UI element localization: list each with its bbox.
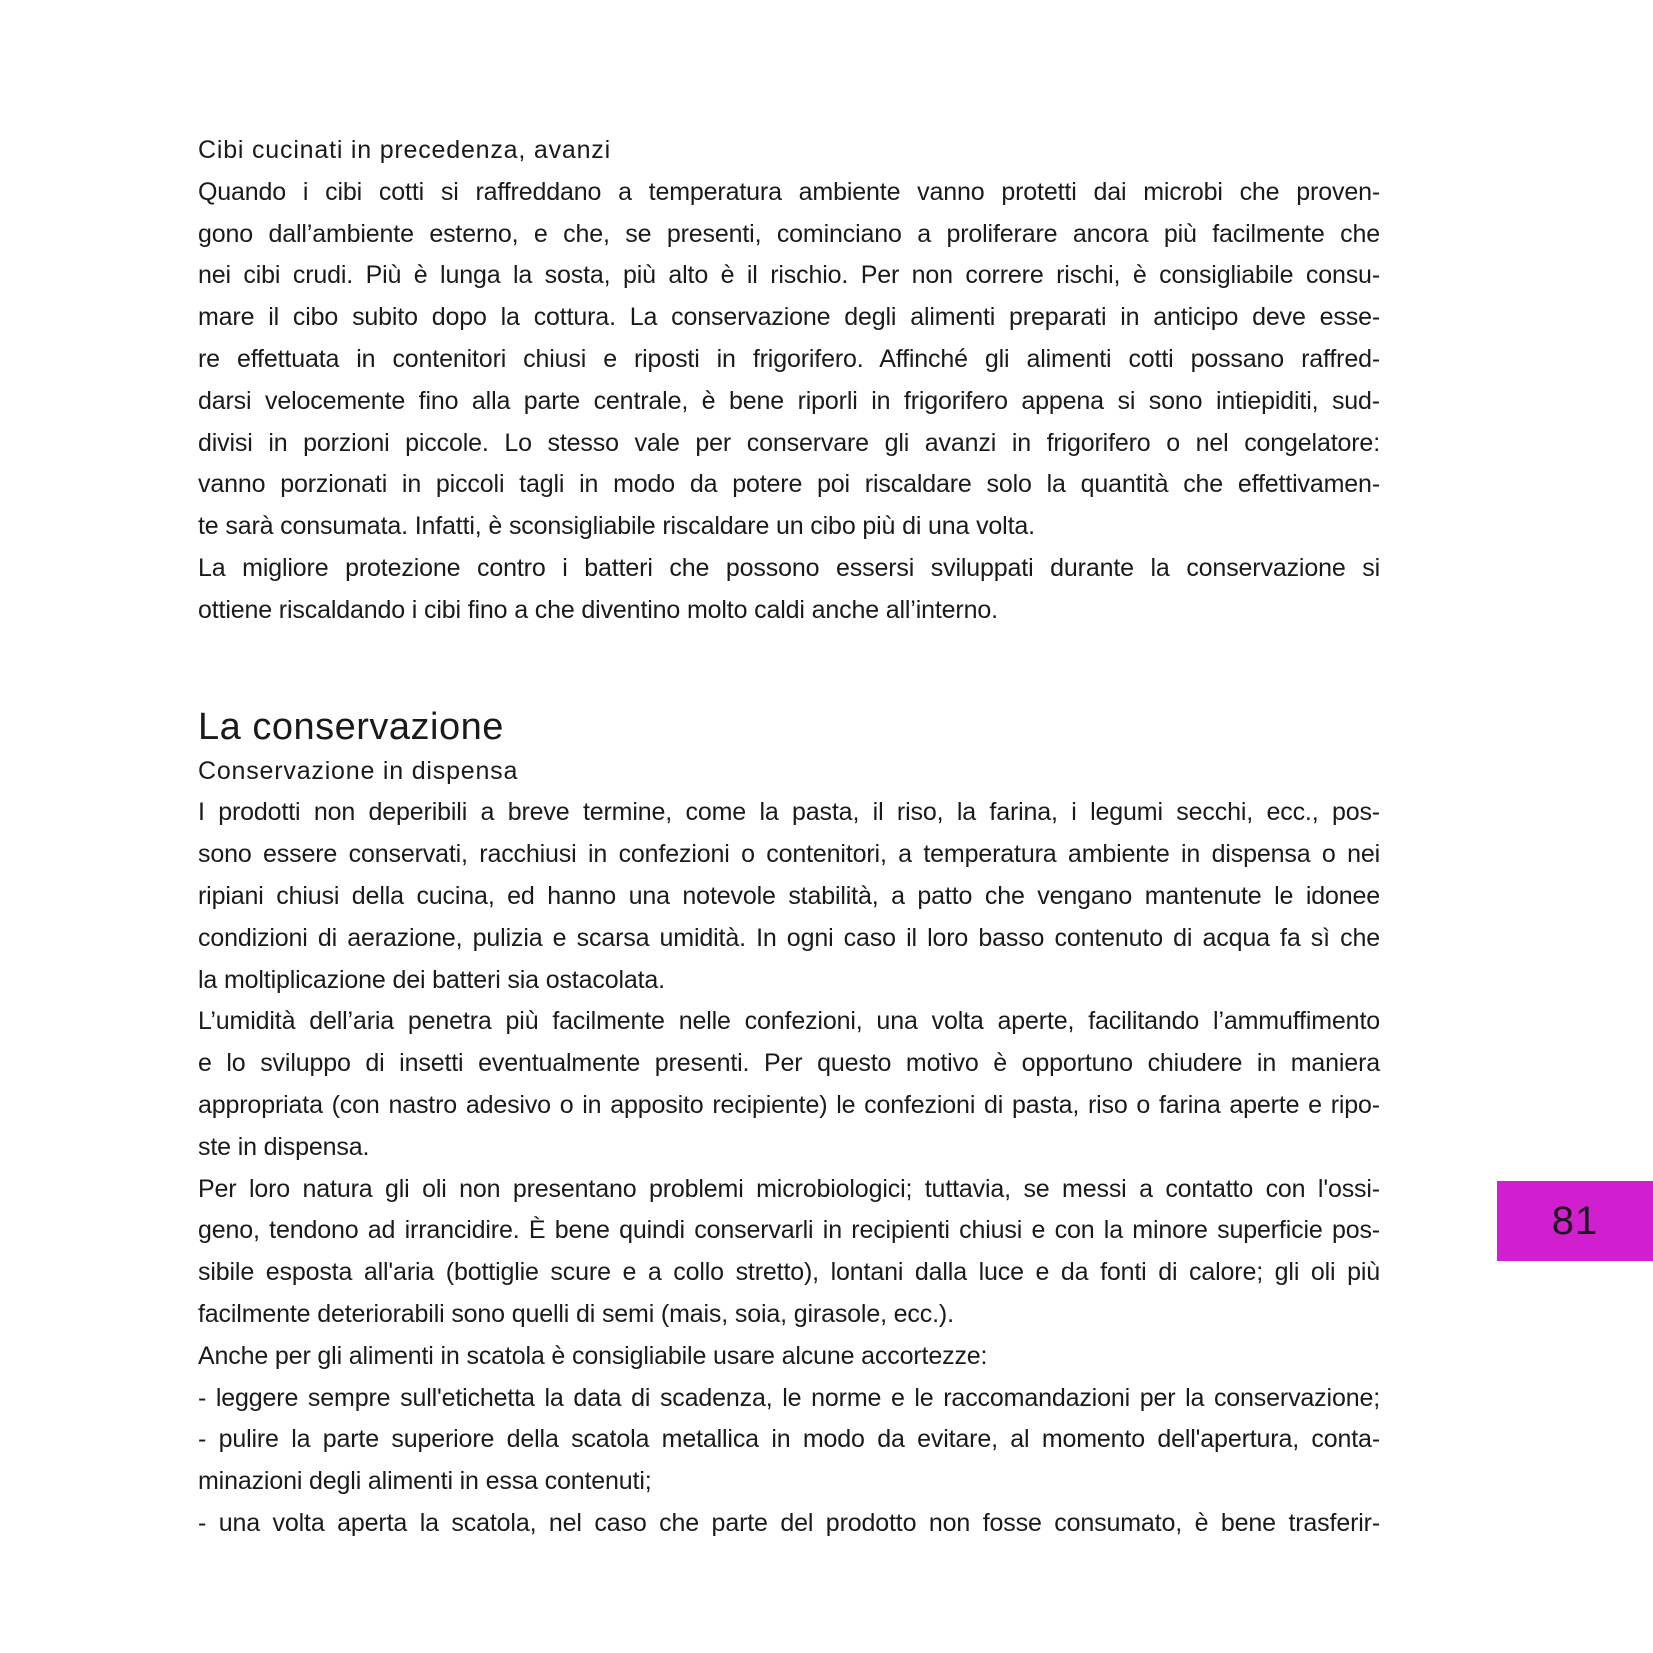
text-line: - leggere sempre sull'etichetta la data di scadenza, le norme e le raccomandazioni per la conservazione; xyxy=(198,1383,1380,1412)
text-line: te sarà consumata. Infatti, è sconsigliabile riscaldare un cibo più di una volta. xyxy=(198,512,1035,541)
text-line: - pulire la parte superiore della scatola metallica in modo da evitare, al momento dell'apertura, conta- xyxy=(198,1425,1380,1454)
text-line: Per loro natura gli oli non presentano problemi microbiologici; tuttavia, se messi a contatto con l'ossi- xyxy=(198,1174,1380,1203)
section-heading-conservazione: La conservazione xyxy=(198,705,504,748)
text-line: ste in dispensa. xyxy=(198,1132,370,1161)
text-line: ottiene riscaldando i cibi fino a che diventino molto caldi anche all’interno. xyxy=(198,595,998,624)
paragraph-avanzi xyxy=(198,172,1380,632)
text-line: vanno porzionati in piccoli tagli in modo da potere poi riscaldare solo la quantità che effettivamen- xyxy=(198,470,1380,499)
text-line: sibile esposta all'aria (bottiglie scure e a collo stretto), lontani dalla luce e da fonti di calore; gli oli più xyxy=(198,1258,1380,1287)
page-number: 81 xyxy=(1551,1199,1599,1243)
text-line: la moltiplicazione dei batteri sia ostacolata. xyxy=(198,965,665,994)
text-line: Quando i cibi cotti si raffreddano a temperatura ambiente vanno protetti dai microbi che proven- xyxy=(198,177,1380,206)
text-line: gono dall’ambiente esterno, e che, se presenti, cominciano a proliferare ancora più facilmente che xyxy=(198,219,1380,248)
text-line: re effettuata in contenitori chiusi e riposti in frigorifero. Affinché gli alimenti cotti possano raffred- xyxy=(198,344,1380,373)
text-line: facilmente deteriorabili sono quelli di semi (mais, soia, girasole, ecc.). xyxy=(198,1299,954,1328)
text-line: condizioni di aerazione, pulizia e scarsa umidità. In ogni caso il loro basso contenuto di acqua fa sì che xyxy=(198,923,1380,952)
text-line: sono essere conservati, racchiusi in confezioni o contenitori, a temperatura ambiente in dispensa o nei xyxy=(198,840,1380,869)
text-line: La migliore protezione contro i batteri che possono essersi sviluppati durante la conservazione si xyxy=(198,553,1380,582)
text-line: e lo sviluppo di insetti eventualmente presenti. Per questo motivo è opportuno chiudere in maniera xyxy=(198,1049,1380,1078)
text-line: Anche per gli alimenti in scatola è consigliabile usare alcune accortezze: xyxy=(198,1341,988,1370)
subheading-dispensa: Conservazione in dispensa xyxy=(198,756,519,785)
text-line: nei cibi crudi. Più è lunga la sosta, più alto è il rischio. Per non correre rischi, è consigliabile consu- xyxy=(198,261,1380,290)
text-line: geno, tendono ad irrancidire. È bene quindi conservarli in recipienti chiusi e con la minore superficie pos- xyxy=(198,1216,1380,1245)
paragraph-dispensa xyxy=(198,792,1380,1544)
text-line: L’umidità dell’aria penetra più facilmente nelle confezioni, una volta aperte, facilitando l’ammuffimento xyxy=(198,1007,1380,1036)
text-line: appropriata (con nastro adesivo o in apposito recipiente) le confezioni di pasta, riso o farina aperte e ripo- xyxy=(198,1090,1380,1119)
subheading-avanzi: Cibi cucinati in precedenza, avanzi xyxy=(198,136,611,164)
text-line: ripiani chiusi della cucina, ed hanno una notevole stabilità, a patto che vengano mantenute le idonee xyxy=(198,881,1380,910)
text-line: minazioni degli alimenti in essa contenuti; xyxy=(198,1467,652,1496)
text-line: - una volta aperta la scatola, nel caso che parte del prodotto non fosse consumato, è bene trasferir- xyxy=(198,1508,1380,1537)
text-line: I prodotti non deperibili a breve termine, come la pasta, il riso, la farina, i legumi secchi, ecc., pos- xyxy=(198,798,1380,827)
text-line: darsi velocemente fino alla parte centrale, è bene riporli in frigorifero appena si sono intiepiditi, sud- xyxy=(198,386,1380,415)
page-number-tab xyxy=(1497,1181,1653,1261)
text-line: mare il cibo subito dopo la cottura. La conservazione degli alimenti preparati in anticipo deve esse- xyxy=(198,303,1380,332)
page-content xyxy=(198,130,1380,1545)
text-line: divisi in porzioni piccole. Lo stesso vale per conservare gli avanzi in frigorifero o nel congelatore: xyxy=(198,428,1380,457)
